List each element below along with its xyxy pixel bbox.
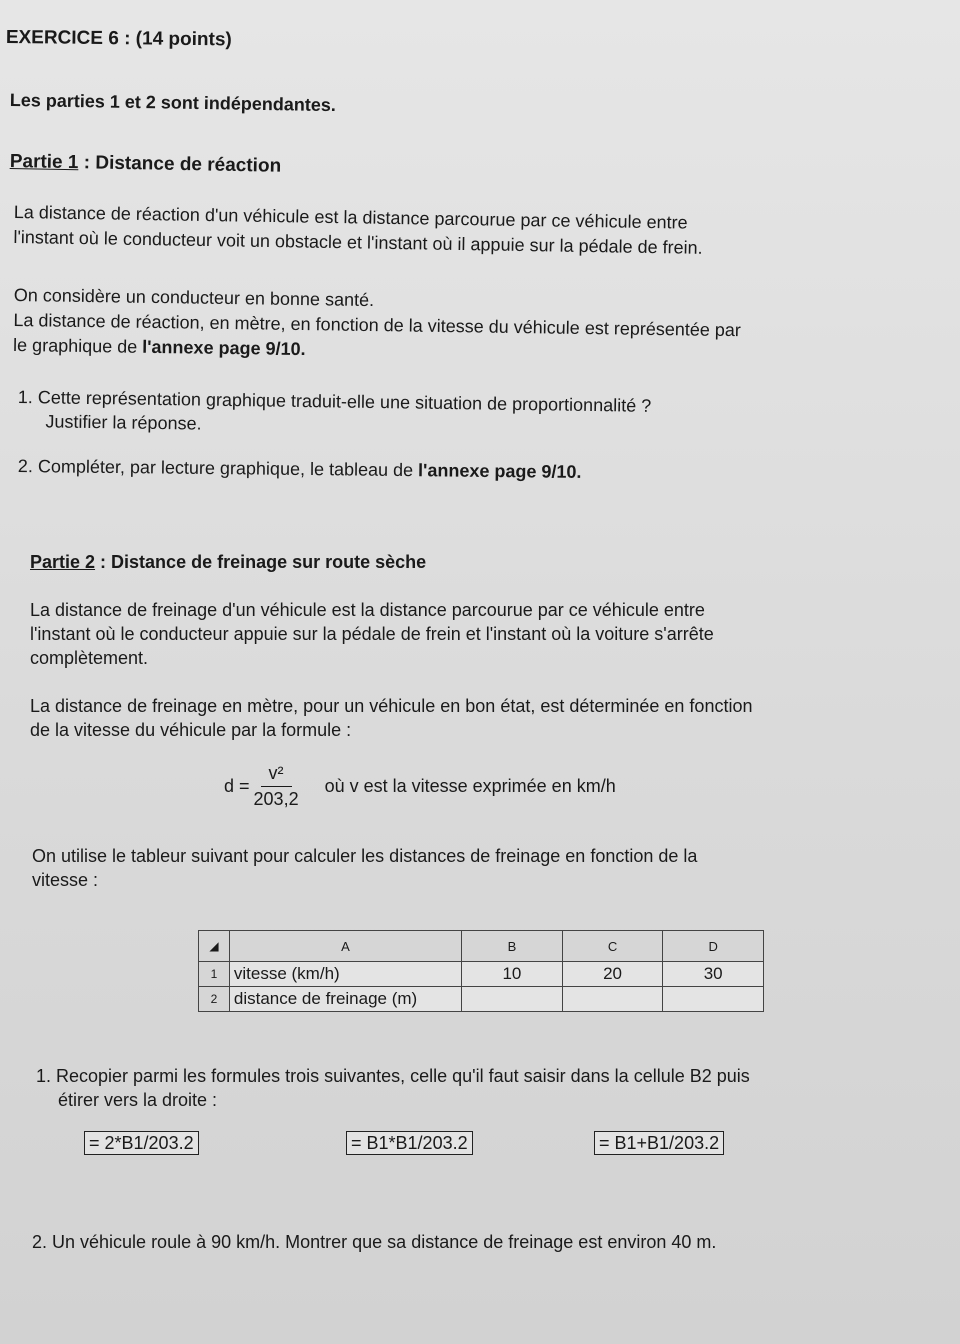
column-header-row: [199, 931, 764, 962]
text-line: La distance de freinage en mètre, pour un véhicule en bon état, est déterminée en fonction: [30, 696, 753, 716]
braking-formula: [224, 763, 616, 810]
text-span: le graphique de: [12, 334, 143, 357]
text-line: 1. Recopier parmi les formules trois suivantes, celle qu'il faut saisir dans la cellule B2 puis: [36, 1066, 750, 1086]
part1-heading: [10, 150, 282, 179]
cell-b1: 10: [462, 962, 563, 987]
exercise-title: EXERCICE 6 : (14 points): [5, 26, 232, 51]
text-line: La distance de réaction, en mètre, en fonction de la vitesse du véhicule est représentée par: [13, 309, 742, 341]
formula-numerator: v²: [261, 763, 292, 787]
part1-label: Partie 1: [9, 150, 79, 174]
part2-question-1: [36, 1064, 750, 1112]
text-line: 1. Cette représentation graphique traduit-elle une situation de proportionnalité ?: [17, 386, 652, 416]
part2-paragraph-3: [32, 844, 697, 892]
text-line: complètement.: [30, 648, 149, 668]
cell-a1: vitesse (km/h): [229, 962, 461, 987]
cell-d2: [663, 987, 764, 1012]
text-line: Justifier la réponse.: [45, 411, 202, 434]
part1-question-1: [17, 385, 651, 442]
intro-text: Les parties 1 et 2 sont indépendantes.: [9, 89, 337, 116]
part1-paragraph-1: [13, 200, 703, 261]
formula-option-3: = B1+B1/203.2: [594, 1131, 724, 1155]
part2-question-2: 2. Un véhicule roule à 90 km/h. Montrer que sa distance de freinage est environ 40 m.: [32, 1232, 717, 1252]
text-line: vitesse :: [32, 870, 99, 890]
column-header: D: [663, 931, 764, 962]
text-line: La distance de freinage d'un véhicule est la distance parcourue par ce véhicule entre: [30, 600, 705, 620]
text-line: l'instant où le conducteur voit un obstacle et l'instant où il appuie sur la pédale de frein.: [13, 226, 703, 258]
text-span: 2. Compléter, par lecture graphique, le tableau de: [17, 455, 419, 481]
part1-question-2: [18, 454, 582, 484]
formula-description: où v est la vitesse exprimée en km/h: [324, 776, 616, 796]
cell-c2: [562, 987, 663, 1012]
column-header: A: [229, 931, 461, 962]
select-all-corner: ◢: [199, 931, 230, 962]
cell-a2: distance de freinage (m): [229, 987, 461, 1012]
text-line: l'instant où le conducteur appuie sur la pédale de frein et l'instant où la voiture s'arrête: [30, 624, 714, 644]
cell-b2: [462, 987, 563, 1012]
annex-reference: l'annexe page 9/10.: [418, 460, 582, 482]
formula-option-2: = B1*B1/203.2: [346, 1131, 473, 1155]
part1-title: : Distance de réaction: [78, 152, 282, 177]
table-row: [199, 987, 764, 1012]
table-row: [199, 962, 764, 987]
cell-c1: 20: [562, 962, 663, 987]
row-number: 1: [199, 962, 230, 987]
formula-fraction: [254, 763, 299, 810]
part2-paragraph-1: [30, 598, 714, 670]
spreadsheet-table: [198, 930, 764, 1012]
part2-paragraph-2: [30, 694, 752, 742]
formula-option-1: = 2*B1/203.2: [84, 1131, 199, 1155]
part2-heading: [30, 550, 426, 574]
formula-denominator: 203,2: [253, 789, 299, 809]
text-line: de la vitesse du véhicule par la formule :: [30, 720, 352, 740]
text-line: étirer vers la droite :: [58, 1090, 218, 1110]
part2-label: Partie 2: [30, 552, 96, 572]
text-line: La distance de réaction d'un véhicule est la distance parcourue par ce véhicule entre: [13, 201, 688, 233]
text-line: On considère un conducteur en bonne santé.: [13, 284, 375, 311]
cell-d1: 30: [663, 962, 764, 987]
annex-reference: l'annexe page 9/10.: [142, 336, 306, 360]
column-header: B: [462, 931, 563, 962]
part2-title: : Distance de freinage sur route sèche: [95, 552, 427, 572]
text-line: On utilise le tableur suivant pour calculer les distances de freinage en fonction de la: [32, 846, 698, 866]
formula-lhs: d =: [224, 776, 250, 796]
row-number: 2: [199, 987, 230, 1012]
part1-paragraph-2: [13, 283, 741, 368]
column-header: C: [562, 931, 663, 962]
